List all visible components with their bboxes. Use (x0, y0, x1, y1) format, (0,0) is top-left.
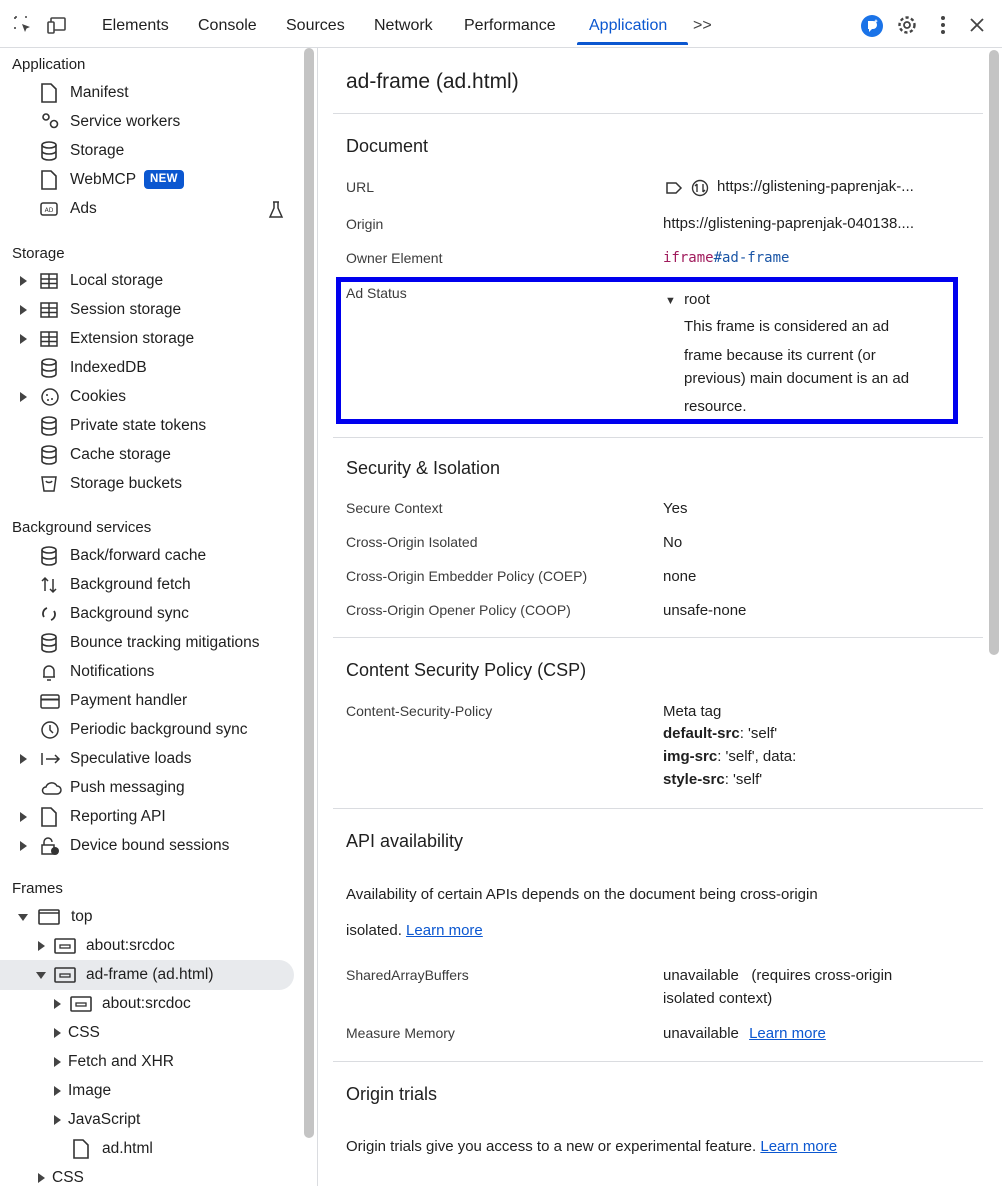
frame-tree-item-ad-frame[interactable] (36, 963, 296, 989)
up-down-arrows-icon (40, 575, 58, 595)
table-icon (40, 271, 58, 291)
expand-arrow-icon[interactable] (20, 754, 27, 764)
sidebar-item-label: Payment handler (70, 692, 188, 709)
ad-status-line: previous) main document is an ad (684, 370, 910, 387)
device-toolbar-icon[interactable] (46, 14, 68, 36)
sidebar-item-background-sync[interactable] (40, 602, 300, 628)
document-icon (72, 1139, 90, 1159)
sidebar-item-label: Session storage (70, 301, 182, 318)
database-icon (40, 546, 58, 566)
csp-directive-value: : 'self' (739, 725, 778, 742)
sidebar-item-private-state-tokens[interactable] (40, 414, 300, 440)
close-icon[interactable] (966, 14, 988, 36)
sidebar-item-local-storage[interactable] (20, 269, 300, 295)
csp-directive-name: img-src (663, 748, 718, 765)
learn-more-link[interactable]: Learn more (406, 922, 483, 939)
reveal-tag-icon[interactable] (665, 180, 683, 196)
csp-directive (663, 725, 777, 742)
sidebar-item-label: Reporting API (70, 808, 166, 825)
csp-directive-value: : 'self', data: (717, 748, 797, 765)
sidebar-item-notifications[interactable] (40, 660, 300, 686)
sidebar-item-periodic-background-sync[interactable] (40, 718, 300, 744)
frame-tree-item-about-srcdoc-nested[interactable] (54, 992, 298, 1018)
sidebar-item-storage-buckets[interactable] (40, 472, 300, 498)
bell-icon (40, 662, 58, 682)
sidebar-item-label: CSS (68, 1024, 100, 1041)
tab-performance[interactable]: Performance (464, 17, 556, 34)
sidebar-item-label: ad.html (102, 1140, 153, 1157)
gear-icon[interactable] (896, 14, 918, 36)
database-icon (40, 141, 58, 161)
network-request-icon[interactable] (691, 179, 709, 197)
owner-element-label: Owner Element (346, 250, 443, 266)
new-badge: NEW (144, 170, 184, 189)
csp-directive-value: : 'self' (724, 771, 763, 788)
sidebar-item-label: Back/forward cache (70, 547, 207, 564)
sidebar-item-background-fetch[interactable] (40, 573, 300, 599)
learn-more-link[interactable]: Learn more (760, 1138, 838, 1155)
expand-arrow-icon[interactable] (38, 1173, 45, 1183)
sidebar-scrollbar[interactable] (304, 48, 314, 1138)
expand-arrow-icon[interactable] (20, 334, 27, 344)
sidebar-item-webmcp[interactable] (40, 168, 300, 194)
origin-trials-description (346, 1138, 837, 1155)
sidebar-item-label: Push messaging (70, 779, 185, 796)
secure-context-label: Secure Context (346, 500, 443, 516)
section-header-application: Application (12, 56, 86, 73)
iframe-icon (70, 994, 92, 1014)
expand-arrow-icon[interactable] (20, 841, 27, 851)
sidebar-item-label: Cache storage (70, 446, 171, 463)
api-description-text: isolated. (346, 922, 402, 939)
credit-card-icon (40, 691, 60, 711)
expand-arrow-icon[interactable] (54, 1028, 61, 1038)
ad-status-label: Ad Status (346, 285, 407, 301)
csp-label: Content-Security-Policy (346, 703, 493, 719)
collapse-arrow-icon[interactable] (18, 914, 28, 921)
sidebar-item-label: Manifest (70, 84, 129, 101)
shared-array-buffers-value: unavailable (requires cross-origin (663, 967, 893, 984)
table-icon (40, 300, 58, 320)
sidebar-item-payment-handler[interactable] (40, 689, 300, 715)
sidebar-item-label: Notifications (70, 663, 155, 680)
sidebar-item-label: Background sync (70, 605, 189, 622)
sidebar-item-label: Fetch and XHR (68, 1053, 174, 1070)
sidebar-item-cookies[interactable] (20, 385, 300, 411)
sidebar-item-label: IndexedDB (70, 359, 147, 376)
tab-application[interactable]: Application (589, 17, 668, 34)
coep-value: none (663, 568, 697, 585)
csp-directive (663, 748, 796, 765)
tab-console[interactable]: Console (198, 17, 257, 34)
tab-sources[interactable]: Sources (286, 17, 345, 34)
divider (333, 637, 983, 638)
sidebar-item-label: Extension storage (70, 330, 195, 347)
frame-details-panel (319, 48, 1002, 1186)
ad-status-root-toggle[interactable] (665, 291, 710, 308)
measure-memory-status: unavailable (663, 1025, 739, 1042)
inspect-element-icon[interactable] (12, 14, 34, 36)
frame-tree-item-about-srcdoc[interactable] (38, 934, 298, 960)
tab-network[interactable]: Network (374, 17, 433, 34)
secure-context-value: Yes (663, 500, 688, 517)
sidebar-item-label: Device bound sessions (70, 837, 230, 854)
section-title-api-availability: API availability (346, 831, 464, 851)
sidebar-item-manifest[interactable] (40, 81, 300, 107)
frame-tree-item-ad-html[interactable] (72, 1137, 298, 1163)
lock-icon (40, 836, 60, 856)
database-icon (40, 416, 58, 436)
collapse-arrow-icon[interactable] (36, 972, 46, 979)
url-text: https://glistening-paprenjak-... (717, 178, 914, 195)
sidebar-item-speculative-loads[interactable] (20, 747, 300, 773)
tab-elements[interactable]: Elements (102, 17, 169, 34)
section-title-csp: Content Security Policy (CSP) (346, 660, 587, 680)
frame-tree-item-javascript[interactable] (54, 1108, 298, 1134)
sidebar-item-label: about:srcdoc (102, 995, 191, 1012)
iframe-icon (54, 936, 76, 956)
sidebar-item-label: Storage buckets (70, 475, 183, 492)
sidebar-item-label: Local storage (70, 272, 164, 289)
owner-element-tag: iframe (663, 250, 714, 266)
frame-tree-item-css-top[interactable] (38, 1166, 298, 1186)
ad-status-line: This frame is considered an ad (684, 318, 890, 335)
ai-assistance-icon[interactable] (860, 14, 882, 36)
frame-tree-item-top[interactable] (18, 905, 298, 931)
sidebar-item-bounce-tracking[interactable] (40, 631, 300, 657)
section-header-background-services: Background services (12, 519, 152, 536)
frame-icon (38, 907, 60, 927)
devtools-tab-bar (0, 0, 1002, 48)
application-sidebar (0, 48, 318, 1186)
sidebar-item-back-forward-cache[interactable] (40, 544, 300, 570)
frame-tree-item-fetch-xhr[interactable] (54, 1050, 298, 1076)
database-icon (40, 445, 58, 465)
collapse-arrow-icon: ▼ (665, 295, 676, 307)
sidebar-item-label: Speculative loads (70, 750, 192, 767)
owner-element-id: #ad-frame (713, 250, 790, 266)
url-label: URL (346, 179, 375, 195)
cross-origin-isolated-label: Cross-Origin Isolated (346, 534, 478, 550)
coep-label: Cross-Origin Embedder Policy (COEP) (346, 568, 588, 584)
sidebar-item-label: Bounce tracking mitigations (70, 634, 260, 651)
expand-arrow-icon[interactable] (54, 1086, 61, 1096)
expand-arrow-icon[interactable] (54, 1057, 61, 1067)
divider (333, 808, 983, 809)
table-icon (40, 329, 58, 349)
learn-more-link[interactable]: Learn more (749, 1025, 826, 1042)
sidebar-item-indexeddb[interactable] (40, 356, 300, 382)
frame-tree-item-image[interactable] (54, 1079, 298, 1105)
expand-arrow-icon[interactable] (20, 392, 27, 402)
csp-source: Meta tag (663, 703, 722, 720)
owner-element-link[interactable] (663, 250, 789, 266)
sidebar-item-label: Periodic background sync (70, 721, 248, 738)
expand-arrow-icon[interactable] (38, 941, 45, 951)
database-icon (40, 633, 58, 653)
experiment-flask-icon (268, 201, 284, 219)
shared-array-buffers-value-cont: isolated context) (663, 990, 773, 1007)
sidebar-item-label: about:srcdoc (86, 937, 175, 954)
coop-label: Cross-Origin Opener Policy (COOP) (346, 602, 571, 618)
cloud-icon (40, 778, 62, 798)
document-icon (40, 170, 58, 190)
expand-arrow-icon[interactable] (54, 1115, 61, 1125)
more-tabs-button[interactable]: >> (693, 17, 712, 34)
iframe-icon (54, 965, 76, 985)
origin-label: Origin (346, 216, 384, 232)
sidebar-item-push-messaging[interactable] (40, 776, 300, 802)
csp-directive (663, 771, 762, 788)
sidebar-item-service-workers[interactable] (40, 110, 300, 136)
section-header-frames: Frames (12, 880, 63, 897)
sidebar-item-label: Ads (70, 200, 97, 217)
sidebar-item-label: Private state tokens (70, 417, 207, 434)
expand-arrow-icon[interactable] (20, 812, 27, 822)
kebab-menu-icon[interactable] (932, 14, 954, 36)
cookie-icon (40, 387, 60, 407)
section-title-security: Security & Isolation (346, 458, 501, 478)
sidebar-item-ads[interactable] (40, 197, 300, 223)
divider (333, 113, 983, 114)
sidebar-item-label: Service workers (70, 113, 181, 130)
main-scrollbar[interactable] (989, 50, 999, 655)
ad-icon (40, 199, 58, 219)
active-tab-indicator (577, 42, 688, 45)
expand-arrow-icon[interactable] (54, 999, 61, 1009)
ad-status-root: root (684, 291, 710, 308)
sidebar-item-label: Storage (70, 142, 125, 159)
divider (333, 1061, 983, 1062)
sidebar-item-label: Image (68, 1082, 112, 1099)
sync-icon (40, 604, 58, 624)
bucket-icon (40, 474, 58, 494)
csp-directive-name: style-src (663, 771, 725, 788)
measure-memory-label: Measure Memory (346, 1025, 455, 1041)
cross-origin-isolated-value: No (663, 534, 683, 551)
gears-icon (40, 112, 62, 132)
arrow-right-bar-icon (40, 749, 62, 769)
api-description-cont (346, 922, 483, 939)
clock-icon (40, 720, 60, 740)
frame-tree-item-css[interactable] (54, 1021, 298, 1047)
database-icon (40, 358, 58, 378)
shared-array-buffers-label: SharedArrayBuffers (346, 967, 469, 983)
coop-value: unsafe-none (663, 602, 747, 619)
ad-status-line: resource. (684, 398, 747, 415)
divider (333, 437, 983, 438)
document-icon (40, 83, 58, 103)
document-icon (40, 807, 58, 827)
sidebar-item-cache-storage[interactable] (40, 443, 300, 469)
measure-memory-value (663, 1025, 826, 1042)
sidebar-item-label: Cookies (70, 388, 126, 405)
sidebar-item-label: Background fetch (70, 576, 191, 593)
ad-status-line: frame because its current (or (684, 347, 876, 364)
expand-arrow-icon[interactable] (20, 276, 27, 286)
sidebar-item-storage[interactable] (40, 139, 300, 165)
api-description: Availability of certain APIs depends on the document being cross-origin (346, 886, 818, 903)
page-title: ad-frame (ad.html) (346, 70, 519, 93)
section-header-storage: Storage (12, 245, 65, 262)
sidebar-item-reporting-api[interactable] (20, 805, 300, 831)
csp-directive-name: default-src (663, 725, 740, 742)
origin-trials-text: Origin trials give you access to a new or experimental feature. (346, 1138, 757, 1155)
origin-value: https://glistening-paprenjak-040138.... (663, 215, 914, 232)
section-title-document: Document (346, 136, 429, 156)
section-title-origin-trials: Origin trials (346, 1084, 438, 1104)
sidebar-item-extension-storage[interactable] (20, 327, 300, 353)
sidebar-item-label: WebMCP (70, 171, 137, 188)
sidebar-item-label: ad-frame (ad.html) (86, 966, 214, 983)
expand-arrow-icon[interactable] (20, 305, 27, 315)
sidebar-item-label: top (71, 908, 93, 925)
sidebar-item-label: JavaScript (68, 1111, 141, 1128)
sidebar-item-device-bound-sessions[interactable] (20, 834, 300, 860)
svg-text:AD: AD (44, 207, 54, 214)
sidebar-item-label: CSS (52, 1169, 84, 1186)
sidebar-item-session-storage[interactable] (20, 298, 300, 324)
